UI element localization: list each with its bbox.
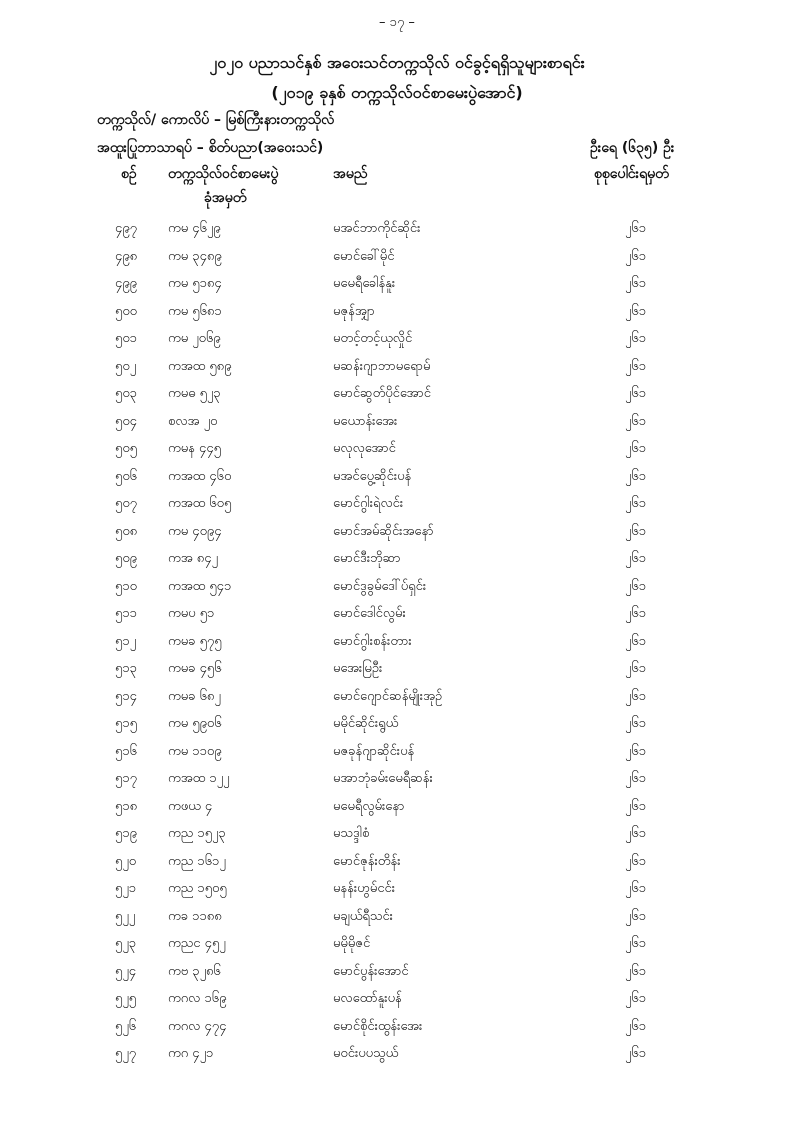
row-number: ၅၁၇ (115, 771, 137, 786)
roll-number: ကမခ ၅၇၅ (168, 633, 222, 649)
roll-number: ကမ ၅၆၈၁ (168, 303, 222, 319)
table-row (0, 986, 794, 1014)
row-number: ၅၁၄ (115, 688, 137, 704)
total-score: ၂၆၁ (625, 688, 647, 704)
student-name: မောင်အမ်ဆိုင်းအနော် (333, 523, 434, 539)
university-line: တက္ကသိုလ်/ ကောလိပ် – မြစ်ကြီးနားတက္ကသိုလ် (97, 112, 335, 128)
student-name: မောင်ဂျောင်ဆန်မျိုးအုဉ် (333, 688, 443, 704)
table-row (0, 464, 794, 492)
student-name: မောင်ပွန်းအောင် (333, 963, 409, 979)
roll-number: ကအထ ၅၈၉ (168, 358, 232, 374)
table-row (0, 849, 794, 877)
student-name: မမိုင်ဆိုင်းရွယ် (333, 716, 399, 731)
student-name: မောင်ဒီးဘိုဆာ (333, 551, 401, 566)
document-title: ၂၀၂၀ ပညာသင်နှစ် အဝေးသင်တက္ကသိုလ် ဝင်ခွင့်ရရှိသူများစာရင်း (209, 53, 585, 72)
total-score: ၂၆၁ (625, 963, 647, 979)
table-row (0, 326, 794, 354)
table-row (0, 244, 794, 272)
row-number: ၅၁၂ (115, 633, 137, 649)
row-number: ၄၉၉ (115, 276, 137, 291)
row-number: ၅၁၃ (115, 661, 137, 676)
total-score: ၂၆၁ (625, 661, 647, 676)
table-row (0, 684, 794, 712)
column-header-total: စုစုပေါင်းရမှတ် (594, 166, 669, 182)
roll-number: ကအထ ၅၄၁ (168, 578, 232, 594)
row-number: ၅၂၄ (115, 963, 137, 979)
total-score: ၂၆၁ (625, 523, 647, 539)
student-name: မောင်ဂွါးစန်းတား (333, 633, 412, 649)
student-name: မောင်ဆွတ်ပိုင်အောင် (333, 386, 431, 401)
table-row (0, 876, 794, 904)
table-row (0, 766, 794, 794)
total-score: ၂၆၁ (625, 441, 647, 456)
row-number: ၅၁၈ (115, 798, 138, 814)
table-row (0, 216, 794, 244)
student-name: မအင်ဘာကိုင်ဆိုင်း (333, 221, 421, 236)
total-score: ၂၆၁ (625, 578, 647, 594)
table-row (0, 271, 794, 299)
total-score: ၂၆၁ (625, 221, 647, 236)
student-name: မဇခုန်ဂျာဆိုင်းပန် (333, 743, 415, 759)
row-number: ၅၀၇ (115, 496, 137, 511)
total-score: ၂၆၁ (625, 413, 647, 429)
table-row (0, 409, 794, 437)
column-header-roll: တက္ကသိုလ်ဝင်စာမေးပွဲ (168, 166, 279, 182)
table-row (0, 821, 794, 849)
table-row (0, 711, 794, 739)
student-name: မဝင်းပပသွယ် (333, 1046, 399, 1061)
row-number: ၅၀၃ (115, 386, 137, 401)
roll-number: ကမ ၁၁၀၉ (168, 743, 222, 759)
roll-number: ကမပ ၅၁ (168, 606, 215, 621)
row-number: ၅၂၆ (115, 1018, 137, 1034)
student-name: မချယ်ရီသင်း (333, 908, 393, 924)
roll-number: ကည ၁၆၁၂ (168, 853, 226, 869)
student-name: မဆန်းဂျာဘာမရောမ် (333, 358, 431, 374)
total-score: ၂၆၁ (625, 1046, 647, 1061)
student-name: မဇုန်အျှာ (333, 303, 375, 319)
total-score: ၂၆၁ (625, 358, 647, 374)
total-score: ၂၆၁ (625, 633, 647, 649)
roll-number: ကဖယ ၄ (168, 798, 213, 814)
table-row (0, 739, 794, 767)
table-row (0, 931, 794, 959)
row-number: ၅၀၈ (115, 523, 138, 539)
roll-number: ကမ ၂၀၆၉ (168, 331, 221, 346)
row-number: ၅၂၇ (115, 1046, 137, 1061)
total-score: ၂၆၁ (625, 303, 647, 319)
student-name: မအေးမြဦး (333, 661, 383, 676)
roll-number: ကခ ၁၁၈၈ (168, 908, 222, 924)
table-row (0, 601, 794, 629)
roll-number: ကဂ ၄၂၁ (168, 1046, 214, 1061)
total-score: ၂၆၁ (625, 331, 647, 346)
student-name: မနန်းဟွမ်ငင်း (333, 881, 396, 896)
student-name: မအာဘုံခမ်းမေရီဆန်း (333, 771, 433, 786)
column-header-name: အမည် (333, 166, 368, 182)
row-number: ၅၀၀ (115, 303, 137, 319)
student-name: မအင်ပွေ့ဆိုင်းပန် (333, 468, 412, 484)
student-name: မောင်ဒွခွမ်ဒေါ်ပ်ရှင်း (333, 578, 427, 594)
table-row (0, 794, 794, 822)
total-score: ၂၆၁ (625, 716, 647, 731)
row-number: ၅၀၆ (115, 468, 137, 484)
total-score: ၂၆၁ (625, 496, 647, 511)
total-score: ၂၆၁ (625, 276, 647, 291)
roll-number: ကဂလ ၄၇၄ (168, 1018, 227, 1034)
student-name: မတင့်တင့်ယုလှိုင် (333, 331, 413, 346)
roll-number: ကမခ ၄၅၆ (168, 661, 222, 676)
student-name: မမေရီလွမ်းနော (333, 798, 405, 814)
table-row (0, 904, 794, 932)
total-score: ၂၆၁ (625, 991, 647, 1006)
table-row (0, 959, 794, 987)
total-score: ၂၆၁ (625, 551, 647, 566)
row-number: ၅၂၂ (115, 908, 136, 924)
column-header-roll-line2: ခုံအမှတ် (204, 190, 247, 206)
document-subtitle: (၂၀၁၉ ခုနှစ် တက္ကသိုလ်ဝင်စာမေးပွဲအောင်) (271, 83, 523, 102)
roll-number: ကအထ ၆၀၅ (168, 496, 232, 511)
student-name: မမိုမိုဇင် (333, 936, 371, 951)
subject-line: အထူးပြုဘာသာရပ် – စိတ်ပညာ(အဝေးသင်) (97, 140, 324, 156)
total-score: ၂၆၁ (625, 248, 647, 264)
row-number: ၅၁၀ (115, 578, 137, 594)
page-number: – ၁၇ – (379, 15, 415, 30)
row-number: ၅၂၅ (115, 991, 137, 1006)
row-number: ၅၀၉ (115, 551, 137, 566)
student-count: ဦးရေ (၆၃၅) ဦး (590, 140, 675, 156)
total-score: ၂၆၁ (625, 386, 647, 401)
student-name: မောင်ဂွါးရဲလင်း (333, 496, 404, 511)
total-score: ၂၆၁ (625, 908, 647, 924)
total-score: ၂၆၁ (625, 468, 647, 484)
student-name: မောင်ဇုန်းတိန်း (333, 853, 401, 869)
table-row (0, 1041, 794, 1069)
total-score: ၂၆၁ (625, 826, 647, 841)
student-name: မလုလုအောင် (333, 441, 396, 456)
roll-number: ကမ ၅၉၀၆ (168, 716, 222, 731)
total-score: ၂၆၁ (625, 936, 647, 951)
roll-number: ကမဓ ၅၂၃ (168, 386, 221, 401)
roll-number: ကမ ၃၄၈၉ (168, 248, 222, 264)
roll-number: ကမခ ၆၈၂ (168, 688, 221, 704)
student-name: မောင်ခေါ်မိုင် (333, 248, 395, 264)
row-number: ၅၂၃ (115, 936, 137, 951)
row-number: ၅၀၂ (115, 358, 137, 374)
table-row (0, 491, 794, 519)
table-row (0, 1014, 794, 1042)
row-number: ၄၉၈ (115, 248, 138, 264)
roll-number: ကအထ ၄၆၀ (168, 468, 232, 484)
roll-number: ကမ ၅၁၈၄ (168, 276, 222, 291)
row-number: ၅၀၅ (115, 441, 137, 456)
student-name: မသဒ္ဒါစံ (333, 826, 370, 841)
roll-number: ကအထ ၁၂၂ (168, 771, 230, 786)
table-row (0, 574, 794, 602)
table-row (0, 629, 794, 657)
total-score: ၂၆၁ (625, 771, 647, 786)
results-table (0, 216, 794, 1069)
total-score: ၂၆၁ (625, 1018, 647, 1034)
table-row (0, 519, 794, 547)
total-score: ၂၆၁ (625, 881, 647, 896)
roll-number: ကမ ၄၆၂၉ (168, 221, 221, 236)
roll-number: စလအ ၂၀ (168, 413, 218, 429)
total-score: ၂၆၁ (625, 606, 647, 621)
table-row (0, 436, 794, 464)
table-row (0, 381, 794, 409)
roll-number: ကည ၁၅၀၅ (168, 881, 227, 896)
roll-number: ကညင ၄၅၂ (168, 936, 226, 951)
row-number: ၅၁၆ (115, 743, 137, 759)
table-row (0, 656, 794, 684)
student-name: မယောန်းအေး (333, 413, 398, 429)
row-number: ၅၁၅ (115, 716, 137, 731)
student-name: မောင်စိုင်းထွန်းအေး (333, 1018, 423, 1034)
row-number: ၅၀၁ (115, 331, 137, 346)
row-number: ၅၂၁ (115, 881, 137, 896)
total-score: ၂၆၁ (625, 743, 647, 759)
row-number: ၅၁၁ (115, 606, 137, 621)
student-name: မလထော်နူးပန် (333, 991, 402, 1006)
roll-number: ကအ ၈၄၂ (168, 551, 218, 566)
table-row (0, 354, 794, 382)
row-number: ၅၁၉ (115, 826, 137, 841)
table-row (0, 546, 794, 574)
student-name: မောင်ဒေါင်လွမ်း (333, 606, 406, 621)
total-score: ၂၆၁ (625, 798, 647, 814)
roll-number: ကဗ ၃၂၈၆ (168, 963, 221, 979)
roll-number: ကမန ၄၄၅ (168, 441, 221, 456)
roll-number: ကည ၁၅၂၃ (168, 826, 226, 841)
column-header-no: စဉ် (121, 166, 137, 182)
student-name: မမေရီခေါန်နူး (333, 276, 396, 291)
total-score: ၂၆၁ (625, 853, 647, 869)
row-number: ၄၉၇ (115, 221, 137, 236)
row-number: ၅၂၀ (115, 853, 137, 869)
table-row (0, 299, 794, 327)
row-number: ၅၀၄ (115, 413, 137, 429)
roll-number: ကမ ၄၀၉၄ (168, 523, 222, 539)
roll-number: ကဂလ ၁၆၉ (168, 991, 227, 1006)
